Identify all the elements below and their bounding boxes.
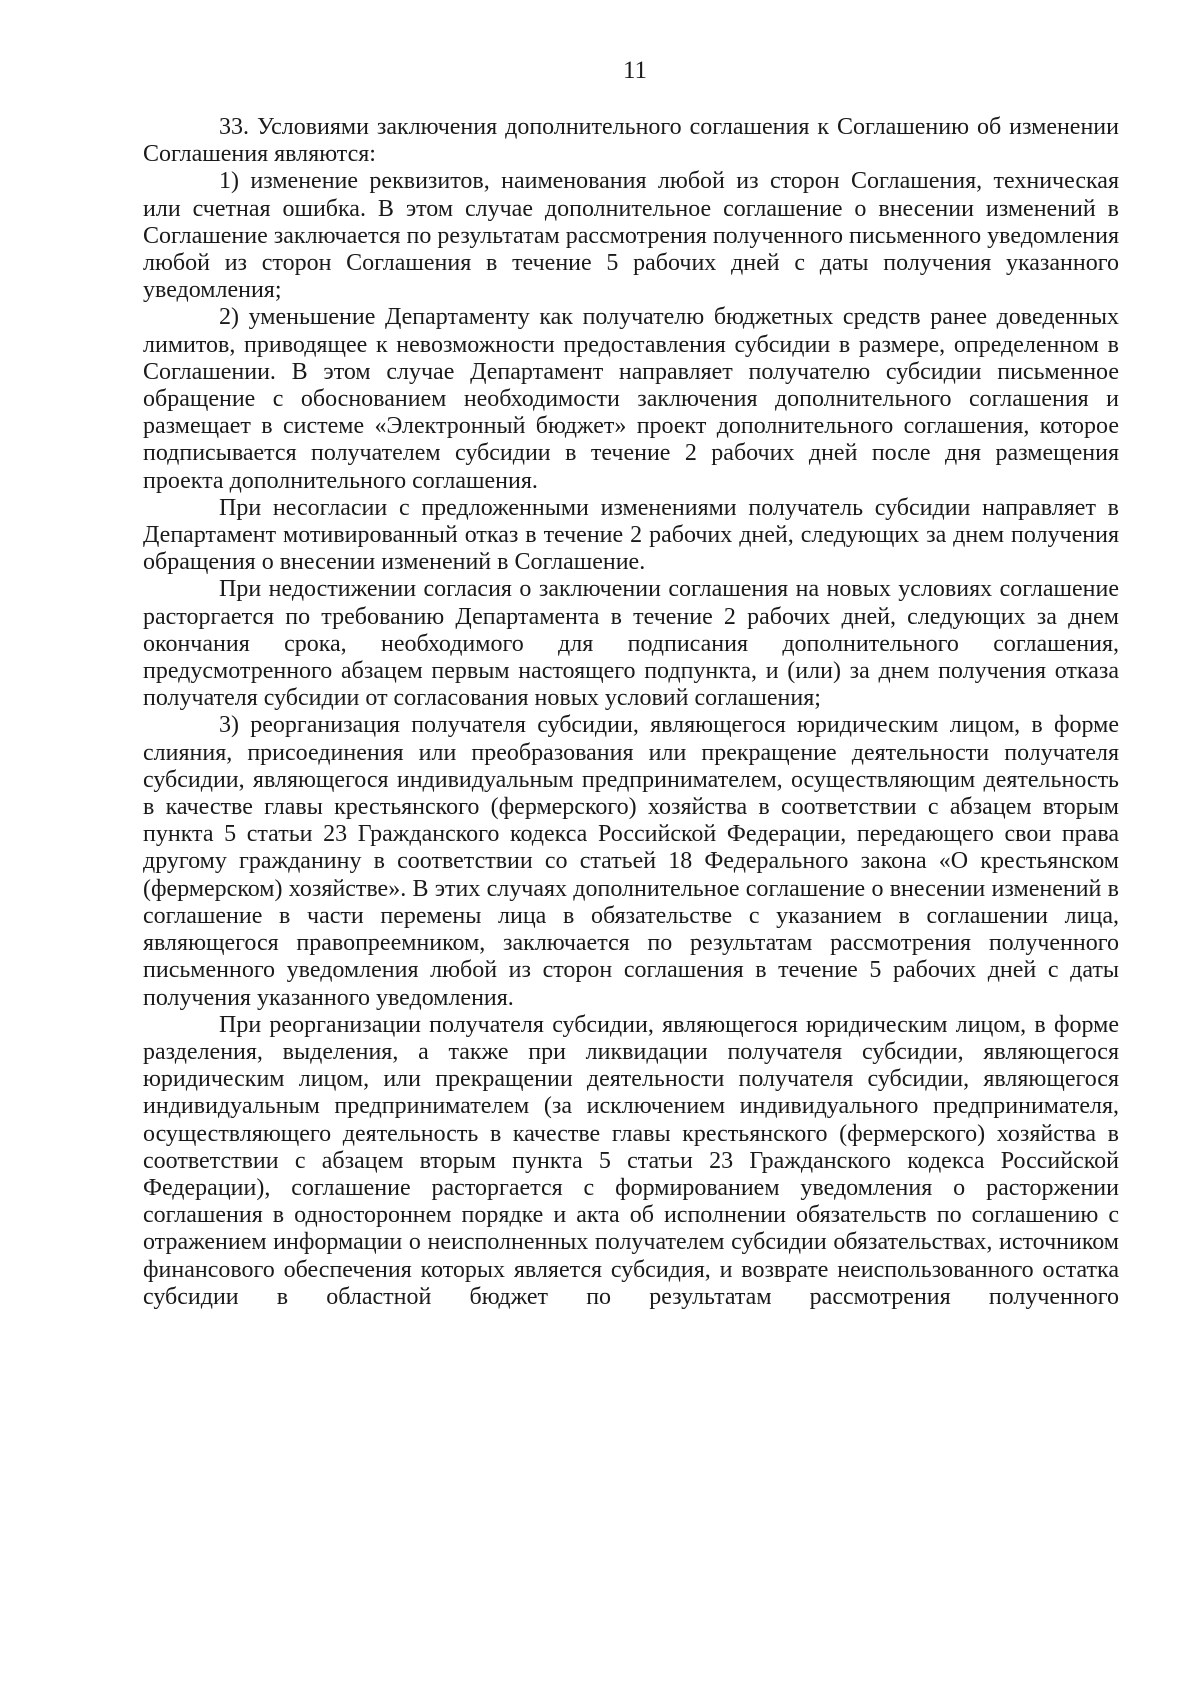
page-number: 11 xyxy=(622,57,648,84)
paragraph-disagreement: При несогласии с предложенными изменениями получатель субсидии направляет в Департамент мотивированный отказ в течение 2 рабочих дней, следующих за днем получения обращения о внесении изменений в Соглашение. xyxy=(143,494,1119,576)
paragraph-clause-33: 33. Условиями заключения дополнительного соглашения к Соглашению об изменении Соглашения являются: xyxy=(143,114,1119,168)
paragraph-reorganization: При реорганизации получателя субсидии, являющегося юридическим лицом, в форме разделения, выделения, а также при ликвидации получателя субсидии, являющегося юридическим лицом, или прекращении деятельности получателя субсидии, являющегося индивидуальным предпринимателем (за исключением индивидуального предпринимателя, осуществляющего деятельность в качестве главы крестьянского (фермерского) хозяйства в соответствии с абзацем вторым пункта 5 статьи 23 Гражданского кодекса Российской Федерации), соглашение расторгается с формированием уведомления о расторжении соглашения в одностороннем порядке и акта об исполнении обязательств по соглашению с отражением информации о неисполненных получателем субсидии обязательствах, источником финансового обеспечения которых является субсидия, и возврате неиспользованного остатка субсидии в областной бюджет по результатам рассмотрения полученного xyxy=(143,1011,1119,1310)
paragraph-subclause-1: 1) изменение реквизитов, наименования любой из сторон Соглашения, техническая или счетная ошибка. В этом случае дополнительное соглашение о внесении изменений в Соглашение заключается по результатам рассмотрения полученного письменного уведомления любой из сторон Соглашения в течение 5 рабочих дней с даты получения указанного уведомления; xyxy=(143,168,1119,304)
paragraph-subclause-3: 3) реорганизация получателя субсидии, являющегося юридическим лицом, в форме слияния, присоединения или преобразования или прекращение деятельности получателя субсидии, являющегося индивидуальным предпринимателем, осуществляющим деятельность в качестве главы крестьянского (фермерского) хозяйства в соответствии с абзацем вторым пункта 5 статьи 23 Гражданского кодекса Российской Федерации, передающего свои права другому гражданину в соответствии со статьей 18 Федерального закона «О крестьянском (фермерском) хозяйстве». В этих случаях дополнительное соглашение о внесении изменений в соглашение в части перемены лица в обязательстве с указанием в соглашении лица, являющегося правопреемником, заключается по результатам рассмотрения полученного письменного уведомления любой из сторон соглашения в течение 5 рабочих дней с даты получения указанного уведомления. xyxy=(143,712,1119,1011)
paragraph-termination: При недостижении согласия о заключении соглашения на новых условиях соглашение расторгается по требованию Департамента в течение 2 рабочих дней, следующих за днем окончания срока, необходимого для подписания дополнительного соглашения, предусмотренного абзацем первым настоящего подпункта, и (или) за днем получения отказа получателя субсидии от согласования новых условий соглашения; xyxy=(143,576,1119,712)
document-body xyxy=(143,114,1119,1311)
paragraph-subclause-2: 2) уменьшение Департаменту как получателю бюджетных средств ранее доведенных лимитов, приводящее к невозможности предоставления субсидии в размере, определенном в Соглашении. В этом случае Департамент направляет получателю субсидии письменное обращение с обоснованием необходимости заключения дополнительного соглашения и размещает в системе «Электронный бюджет» проект дополнительного соглашения, которое подписывается получателем субсидии в течение 2 рабочих дней после дня размещения проекта дополнительного соглашения. xyxy=(143,304,1119,494)
